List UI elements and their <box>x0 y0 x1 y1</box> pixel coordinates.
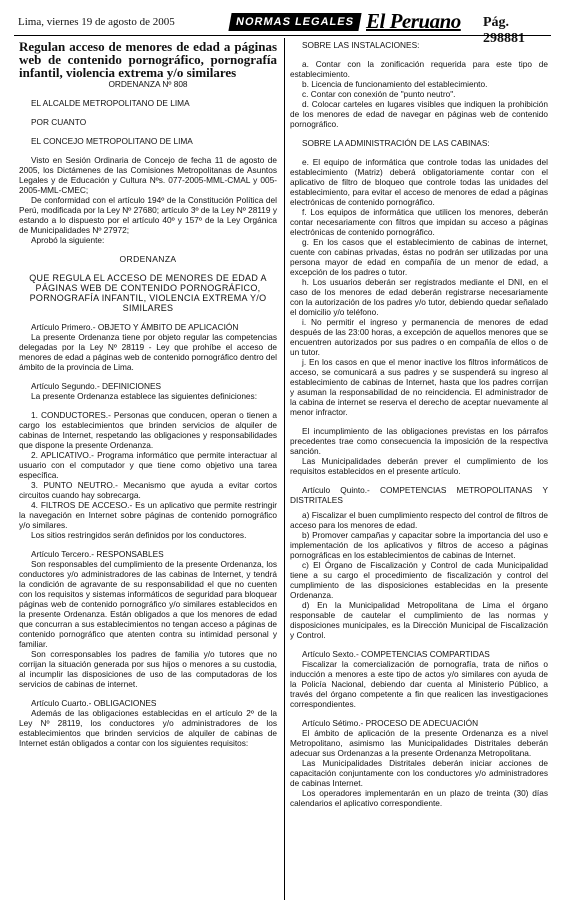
installations-c: c. Contar con conexión de "punto neutro". <box>302 89 456 99</box>
page-number: Pág. 298881 <box>483 15 525 46</box>
art3-heading: Artículo Tercero.- RESPONSABLES <box>31 549 164 559</box>
municipalidades-paragraph: Las Municipalidades deberán prever el cumplimiento de los requisitos establecidos en el presente artículo. <box>290 456 548 476</box>
installations-heading: SOBRE LAS INSTALACIONES: <box>302 40 420 50</box>
column-divider <box>284 38 285 900</box>
art2-heading: Artículo Segundo.- DEFINICIONES <box>31 381 162 391</box>
ordenanza-number: ORDENANZA Nº 808 <box>108 79 188 89</box>
header-date: Lima, viernes 19 de agosto de 2005 <box>18 16 175 28</box>
definition-2: 2. APLICATIVO.- Programa informático que permite interactuar al usuario con el computador y que tiene como objetivo una tarea específica. <box>19 450 277 480</box>
definition-4: 4. FILTROS DE ACCESO.- Es un aplicativo que permite restringir la navegación en Internet sobre páginas de contenido pornográfico y/o similares. <box>19 500 277 530</box>
art2-text: La presente Ordenanza establece las siguientes definiciones: <box>31 391 258 401</box>
ordenanza-subtitle: QUE REGULA EL ACCESO DE MENORES DE EDAD A PÁGINAS WEB DE CONTENIDO PORNOGRÁFICO, PORNOGRAFÍA INFANTIL, VIOLENCIA EXTREMA Y/O SIMILARES <box>29 273 267 313</box>
definition-5: Los sitios restringidos serán definidos por los conductores. <box>31 530 247 540</box>
por-cuanto-line: POR CUANTO <box>31 117 87 127</box>
installations-b: b. Licencia de funcionamiento del establecimiento. <box>302 79 488 89</box>
art7-text-1: El ámbito de aplicación de la presente Ordenanza es a nivel Metropolitano, asimismo las Municipalidades Distritales deberán adecuar sus Ordenanzas a la presente Ordenanza Metropolitana. <box>290 728 548 758</box>
article-title: Regulan acceso de menores de edad a páginas web de contenido pornográfico, pornografía infantil, violencia extrema y/o similares <box>19 39 277 80</box>
left-column <box>19 40 277 748</box>
newspaper-logo: El Peruano <box>366 9 461 33</box>
conformidad-paragraph: De conformidad con el artículo 194º de la Constitución Política del Perú, modificada por la Ley Nº 27680; artículo 3º de la Ley Nº 28119 y estando a lo dispuesto por el artículo 40º y 157º de la Ley Orgánica de Municipalidades Nº 27972; <box>19 195 277 235</box>
section-label: NORMAS LEGALES <box>228 13 361 31</box>
right-column <box>290 40 548 808</box>
art1-text: La presente Ordenanza tiene por objeto regular las competencias delegadas por la Ley Nº 28119 - Ley que prohíbe el acceso de menores de edad a páginas web de contenido pornográfico dentro del ámbito de la provincia de Lima. <box>19 332 277 372</box>
art3-text-1: Son responsables del cumplimiento de la presente Ordenanza, los conductores y/o administradores de las cabinas de Internet, y tendrá la condición de agravante de su responsabilidad el que no cuenten con los requisitos y sistemas informáticos de seguridad para bloquear páginas web de contenido pornográfico y/o similares establecidos en la presente Ordenanza. Están obligados a que los menores de edad que concurran a sus establecimientos no tengan acceso a páginas de contenido pornográfico que atenten contra su intimidad personal y familiar. <box>19 559 277 649</box>
art5-d: d) En la Municipalidad Metropolitana de Lima el órgano responsable de cautelar el cumplimiento de las normas y disposiciones municipales, es la Dirección Municipal de Fiscalización y Control. <box>290 600 548 640</box>
header-divider <box>14 35 551 36</box>
administration-g: g. En los casos que el establecimiento de cabinas de internet, cuente con cabinas privadas, éstas no podrán ser utilizadas por una persona mayor de edad en compañía de un menor de edad, a excepción de los padres o tutor. <box>290 237 548 277</box>
art5-c: c) El Órgano de Fiscalización y Control de cada Municipalidad tiene a su cargo el procedimiento de fiscalización y control del cumplimiento de las disposiciones establecidas en la presente Ordenanza. <box>290 560 548 600</box>
administration-j: j. En los casos en que el menor inactive los filtros informáticos de acceso, se comunicará a sus padres y se suspenderá su ingreso al establecimiento de cabinas de Internet, hasta que los padres corrijan y asuman la responsabilidad de no reincidencia. El administrador de la cabina de internet se reserva el derecho de aceptar nuevamente al menor infractor. <box>290 357 548 417</box>
art7-text-3: Los operadores implementarán en un plazo de treinta (30) días calendarios el aplicativo correspondiente. <box>290 788 548 808</box>
ordenanza-heading: ORDENANZA <box>119 254 177 264</box>
definition-1: 1. CONDUCTORES.- Personas que conducen, operan o tienen a cargo los establecimientos que brinden servicios de alquiler de cabinas de Internet, respetando las obligaciones y responsabilidades que dispone la presente Ordenanza. <box>19 410 277 450</box>
art6-heading: Artículo Sexto.- COMPETENCIAS COMPARTIDAS <box>302 649 490 659</box>
incumplimiento-paragraph: El incumplimiento de las obligaciones previstas en los párrafos precedentes trae como consecuencia la imposición de la respectiva sanción. <box>290 426 548 456</box>
art6-text: Fiscalizar la comercialización de pornografía, trata de niños o inducción a menores a este tipo de actos y/o similares con ayuda de la Policía Nacional, debiendo dar cuenta al Ministerio Público, a través del órgano competente a fin que realicen las investigaciones correspondientes. <box>290 659 548 709</box>
art3-text-2: Son corresponsables los padres de familia y/o tutores que no corrijan la situación generada por sus hijos o menores a su custodia, al incumplir las disposiciones de uso de las computadoras de los servicios de cabinas de internet. <box>19 649 277 689</box>
administration-heading: SOBRE LA ADMINISTRACIÓN DE LAS CABINAS: <box>302 138 490 148</box>
art5-b: b) Promover campañas y capacitar sobre la importancia del uso e implementación de los aplicativos y filtros de acceso a páginas pornográficas en los establecimientos de cabinas de Internet. <box>290 530 548 560</box>
installations-d: d. Colocar carteles en lugares visibles que indiquen la prohibición de los menores de edad de navegar en páginas web de contenido pornográfico. <box>290 99 548 129</box>
administration-e: e. El equipo de informática que controle todas las unidades del establecimiento (Matriz) deberá obligatoriamente contar con el aplicativo de filtro de bloqueo que controle todas las unidades del establecimiento, para evitar el acceso de menores de edad a páginas electrónicas de contenido pornográfico. <box>290 157 548 207</box>
administration-h: h. Los usuarios deberán ser registrados mediante el DNI, en el caso de los menores de edad deberán registrarse necesariamente con la autorización de los padres y/o tutor, debiendo quedar señalado el domicilio y/o teléfono. <box>290 277 548 317</box>
art5-a: a) Fiscalizar el buen cumplimiento respecto del control de filtros de acceso para los menores de edad. <box>290 510 548 530</box>
installations-a: a. Contar con la zonificación requerida para este tipo de establecimiento. <box>290 59 548 79</box>
art5-heading: Artículo Quinto.- COMPETENCIAS METROPOLITANAS Y DISTRITALES <box>290 485 548 505</box>
administration-f: f. Los equipos de informática que utilicen los menores, deberán contar necesariamente con filtros que impidan su acceso a páginas electrónicas de contenido pornográfico. <box>290 207 548 237</box>
art4-text: Además de las obligaciones establecidas en el artículo 2º de la Ley Nº 28119, los conductores y/o administradores de los establecimientos que brinden servicios de alquiler de cabinas de Internet están obligados a contar con los siguientes requisitos: <box>19 708 277 748</box>
alcalde-line: EL ALCALDE METROPOLITANO DE LIMA <box>31 98 190 108</box>
administration-i: i. No permitir el ingreso y permanencia de menores de edad después de las 23:00 horas, a excepción de aquellos menores que se encuentren autorizados por sus padres o en compañía de ellos o de un tutor. <box>290 317 548 357</box>
art7-heading: Artículo Sétimo.- PROCESO DE ADECUACIÓN <box>302 718 479 728</box>
art4-heading: Artículo Cuarto.- OBLIGACIONES <box>31 698 157 708</box>
art1-heading: Artículo Primero.- OBJETO Y ÁMBITO DE APLICACIÓN <box>31 322 239 332</box>
concejo-line: EL CONCEJO METROPOLITANO DE LIMA <box>31 136 193 146</box>
aprobo-line: Aprobó la siguiente: <box>31 235 105 245</box>
art7-text-2: Las Municipalidades Distritales deberán iniciar acciones de capacitación conjuntamente con los conductores y/o administradores de cabinas Internet. <box>290 758 548 788</box>
definition-3: 3. PUNTO NEUTRO.- Mecanismo que ayuda a evitar cortos circuitos cuando hay sobrecarga. <box>19 480 277 500</box>
visto-paragraph: Visto en Sesión Ordinaria de Concejo de fecha 11 de agosto de 2005, los Dictámenes de las Comisiones Metropolitanas de Asuntos Legales y de Educación y Cultura Nºs. 077-2005-MML-CMAL y 005-2005-MML-CMEC; <box>19 155 277 195</box>
